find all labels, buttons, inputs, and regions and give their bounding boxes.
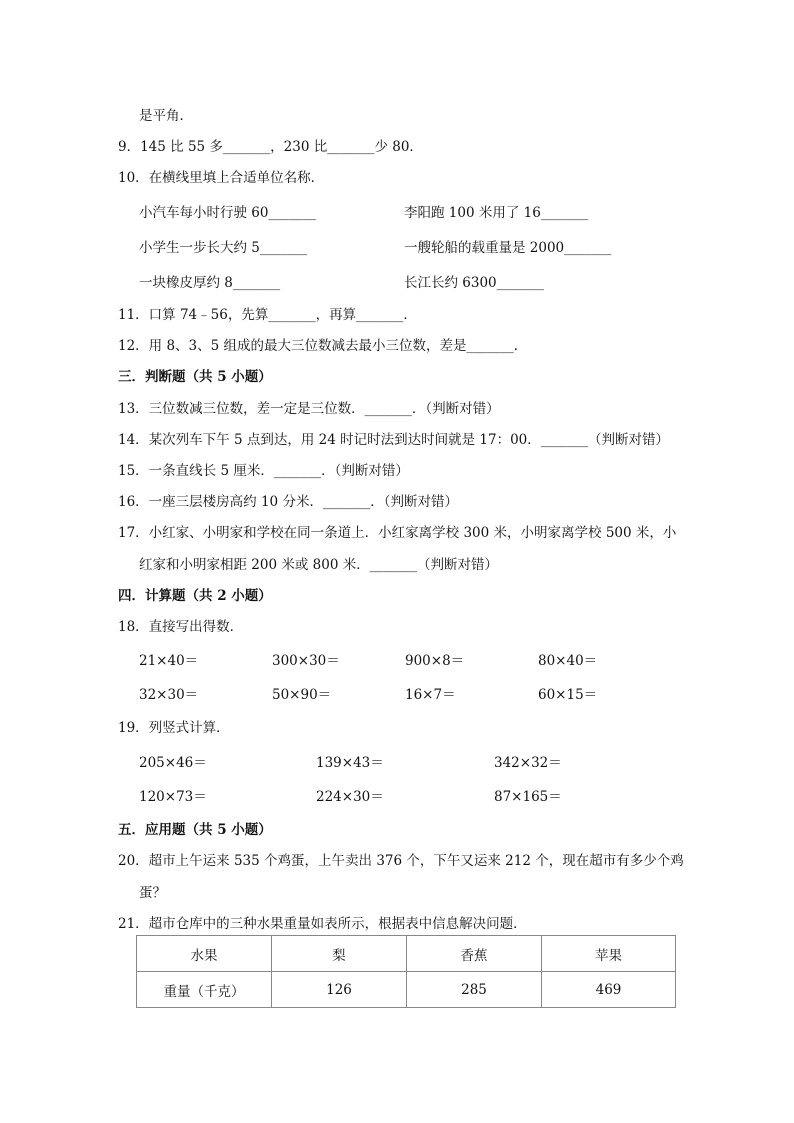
- question-21: 21．超市仓库中的三种水果重量如表所示，根据表中信息解决问题．: [118, 916, 527, 932]
- calc-item: 224×30＝: [316, 789, 384, 805]
- table-header-row: [137, 936, 676, 972]
- calc-item: 900×8＝: [405, 653, 465, 669]
- section-heading: 四．计算题（共 2 小题）: [118, 588, 272, 604]
- section-heading: 三．判断题（共 5 小题）: [118, 369, 272, 385]
- table-cell: 重量（千克）: [137, 972, 272, 1008]
- table-cell: 469: [542, 972, 676, 1008]
- calc-item: 120×73＝: [139, 789, 207, 805]
- question-10-item: 长江长约 6300_______: [404, 275, 544, 291]
- table-header-cell: 香蕉: [407, 936, 542, 972]
- fruit-weight-table: [136, 935, 676, 1008]
- question-10-item: 一艘轮船的载重量是 2000_______: [404, 240, 612, 256]
- calc-item: 87×165＝: [494, 789, 562, 805]
- table-cell: 285: [407, 972, 542, 1008]
- question-9: 9．145 比 55 多_______，230 比_______少 80．: [118, 139, 423, 155]
- question-10-item: 一块橡皮厚约 8_______: [139, 275, 281, 291]
- calc-item: 80×40＝: [538, 653, 598, 669]
- question-17: 17．小红家、小明家和学校在同一条道上．小红家离学校 300 米，小明家离学校 500 米，小: [118, 525, 677, 541]
- question-10-item: 小学生一步长大约 5_______: [139, 240, 308, 256]
- table-header-cell: 苹果: [542, 936, 676, 972]
- calc-item: 32×30＝: [139, 687, 199, 703]
- text-line: 是平角．: [139, 108, 193, 124]
- calc-item: 21×40＝: [139, 653, 199, 669]
- question-15: 15．一条直线长 5 厘米．_______．（判断对错）: [118, 463, 409, 479]
- question-12: 12．用 8、3、5 组成的最大三位数减去最小三位数，差是_______．: [118, 338, 528, 354]
- calc-item: 300×30＝: [272, 653, 340, 669]
- calc-item: 16×7＝: [405, 687, 456, 703]
- question-19: 19．列竖式计算．: [118, 720, 230, 736]
- calc-item: 50×90＝: [272, 687, 332, 703]
- table-row: [137, 972, 676, 1008]
- question-20: 20．超市上午运来 535 个鸡蛋，上午卖出 376 个，下午又运来 212 个，现在超市有多少个鸡: [118, 853, 684, 869]
- question-10: 10．在横线里填上合适单位名称．: [118, 170, 325, 186]
- question-17-continued: 红家和小明家相距 200 米或 800 米．_______（判断对错）: [139, 557, 498, 573]
- question-20-continued: 蛋？: [139, 885, 166, 901]
- question-10-item: 李阳跑 100 米用了 16_______: [404, 205, 589, 221]
- question-11: 11．口算 74﹣56，先算_______，再算_______．: [118, 307, 417, 323]
- section-heading: 五．应用题（共 5 小题）: [118, 822, 272, 838]
- table-cell: 126: [272, 972, 407, 1008]
- question-13: 13．三位数减三位数，差一定是三位数．_______．（判断对错）: [118, 401, 500, 417]
- calc-item: 139×43＝: [316, 755, 384, 771]
- table-header-cell: 梨: [272, 936, 407, 972]
- calc-item: 342×32＝: [494, 755, 562, 771]
- calc-item: 60×15＝: [538, 687, 598, 703]
- question-14: 14．某次列车下午 5 点到达，用 24 时记时法到达时间就是 17：00．_______（判断对错）: [118, 432, 670, 448]
- question-16: 16．一座三层楼房高约 10 分米．_______．（判断对错）: [118, 494, 458, 510]
- question-18: 18．直接写出得数．: [118, 619, 244, 635]
- table-header-cell: 水果: [137, 936, 272, 972]
- question-10-item: 小汽车每小时行驶 60_______: [139, 205, 316, 221]
- calc-item: 205×46＝: [139, 755, 207, 771]
